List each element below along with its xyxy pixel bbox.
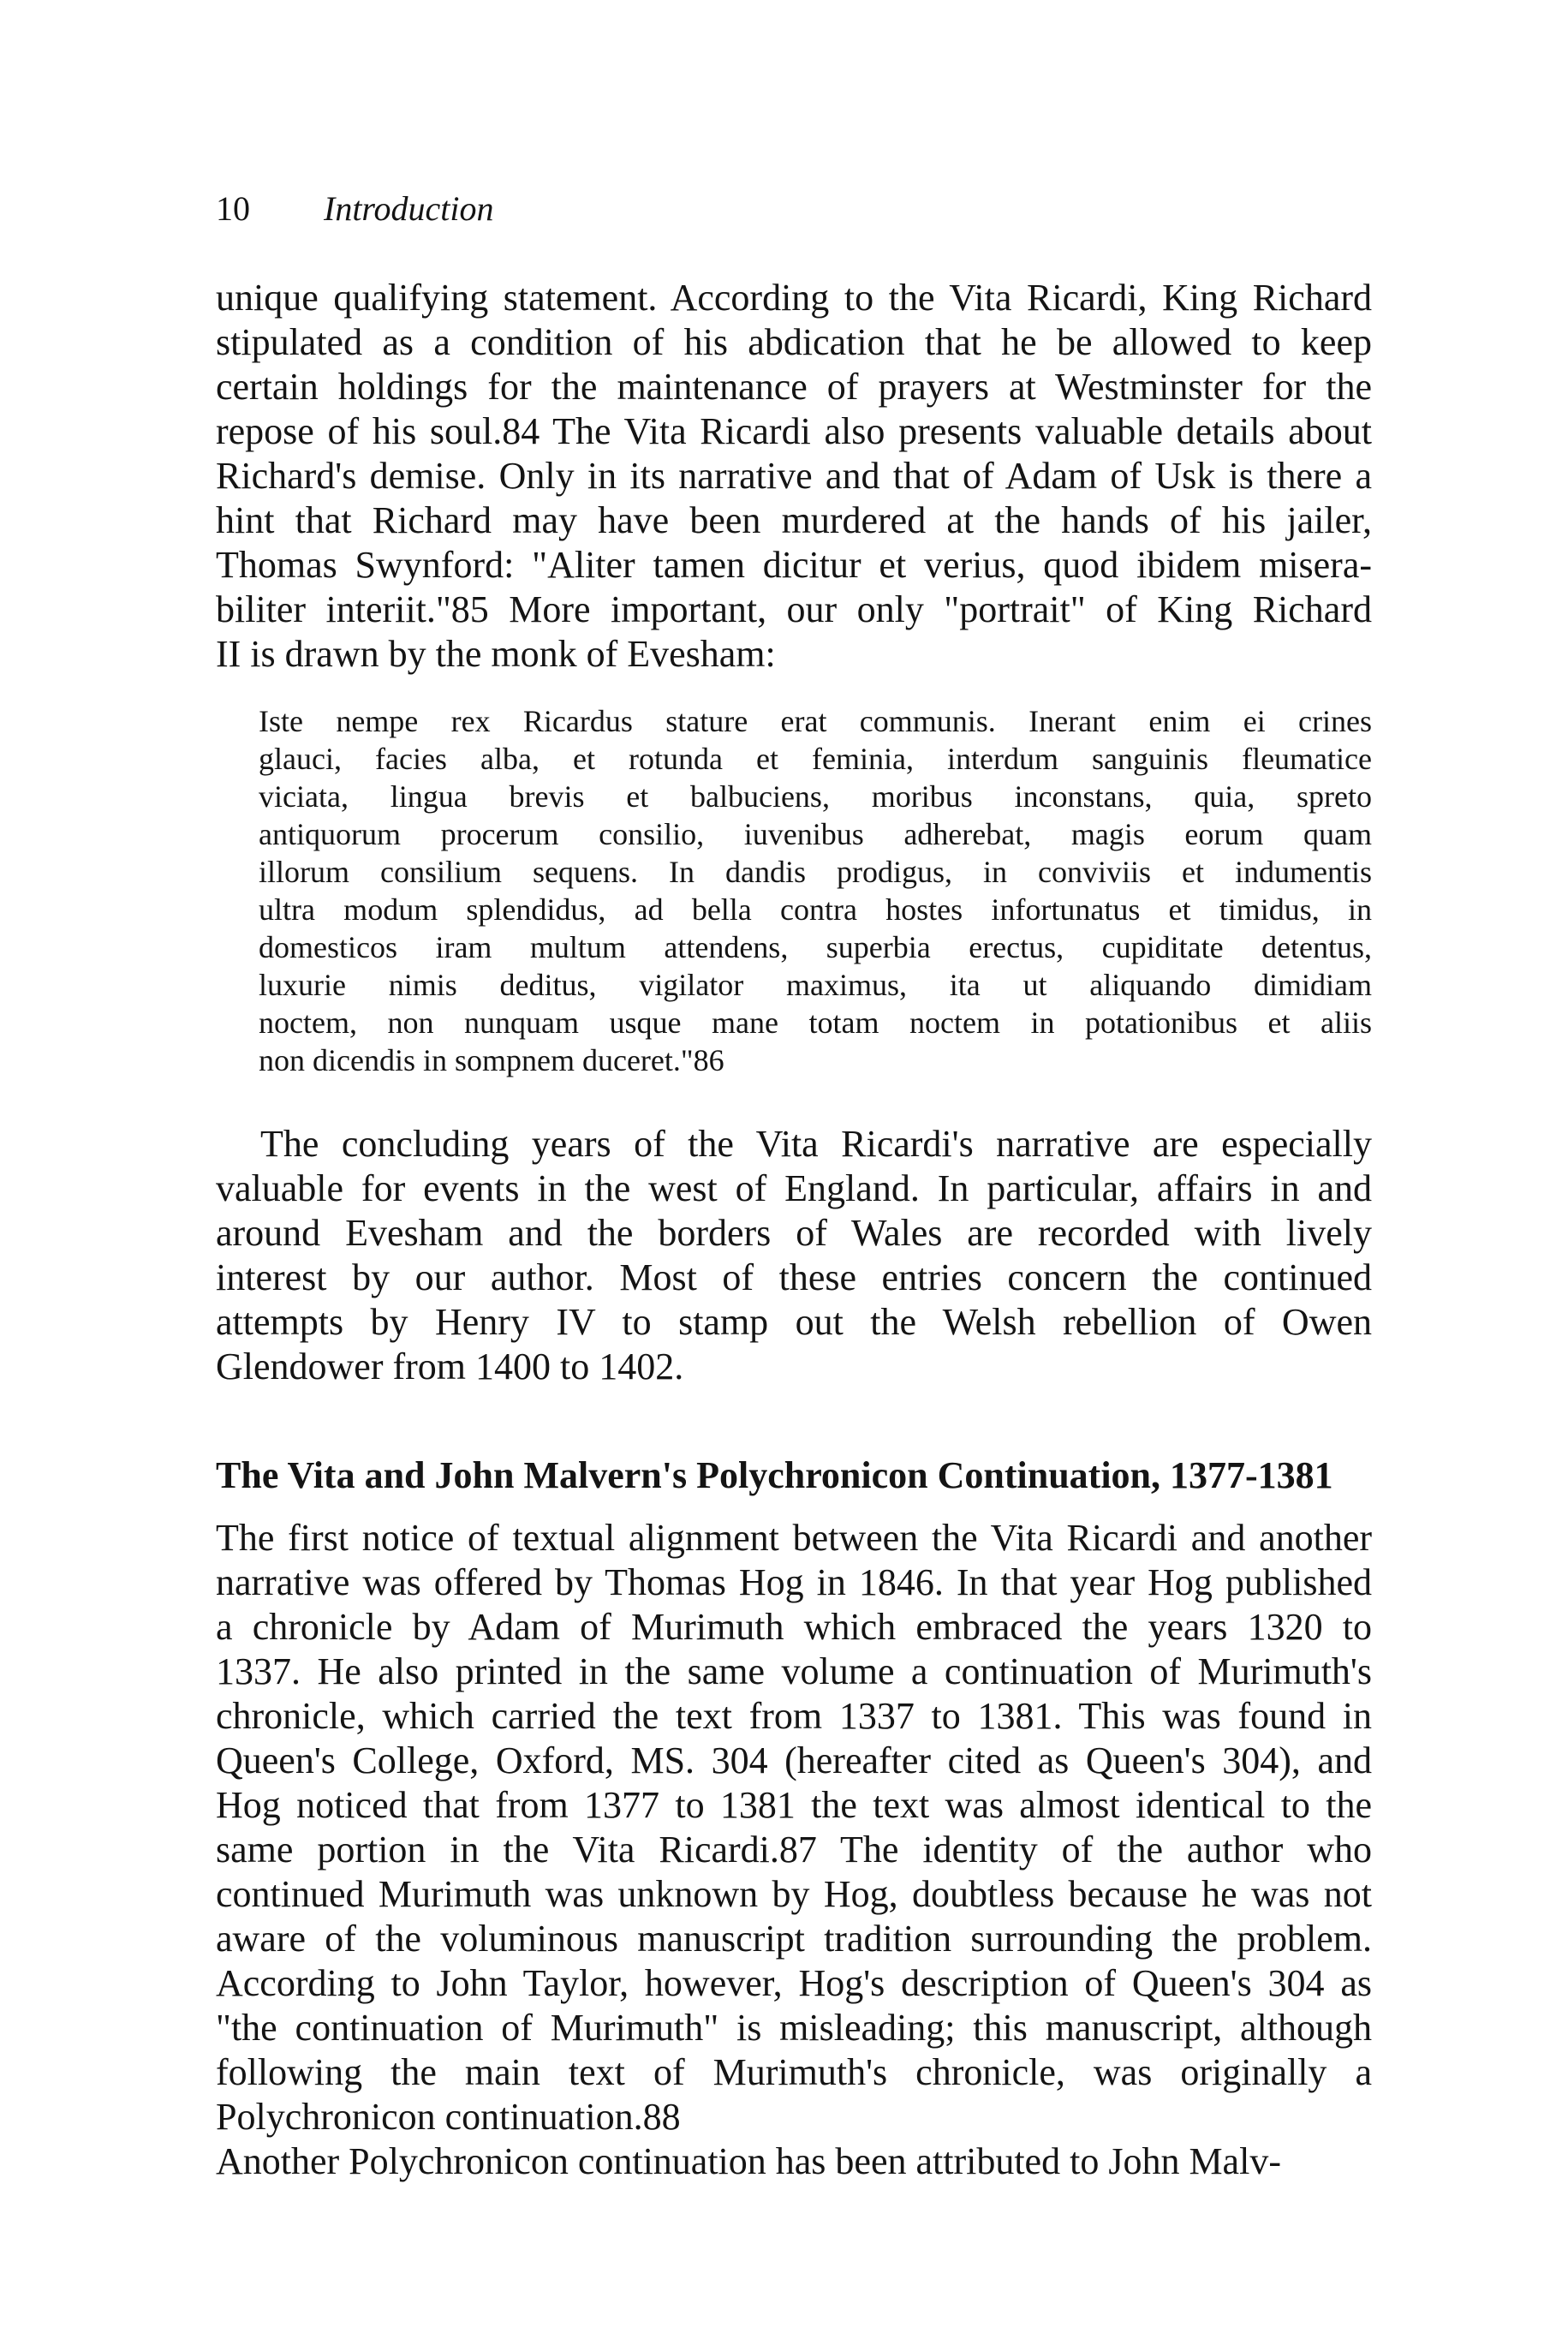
text-line: viciata, lingua brevis et balbuciens, moribus inconstans, quia, spreto bbox=[259, 779, 1372, 814]
text-line: attempts by Henry IV to stamp out the Welsh rebellion of Owen bbox=[216, 1301, 1372, 1343]
text-line: biliter interiit."85 More important, our only "portrait" of King Richard bbox=[216, 588, 1372, 630]
text-line: hint that Richard may have been murdered at the hands of his jailer, bbox=[216, 499, 1372, 541]
paragraph-1 bbox=[216, 276, 1372, 677]
text-line: Thomas Swynford: "Aliter tamen dicitur et verius, quod ibidem misera- bbox=[216, 544, 1372, 586]
paragraph-3 bbox=[216, 1516, 1372, 2139]
text-line: non dicendis in sompnem duceret."86 bbox=[259, 1043, 724, 1077]
running-title: Introduction bbox=[324, 189, 494, 228]
running-header bbox=[216, 188, 494, 229]
text-line: chronicle, which carried the text from 1337 to 1381. This was found in bbox=[216, 1695, 1372, 1737]
text-line: valuable for events in the west of England. In particular, affairs in and bbox=[216, 1167, 1372, 1209]
text-line: ultra modum splendidus, ad bella contra hostes infortunatus et timidus, in bbox=[259, 892, 1372, 927]
section-heading bbox=[216, 1453, 1372, 1498]
paragraph-4 bbox=[216, 2139, 1372, 2184]
heading-text: The Vita and John Malvern's Polychronicon Continuation, 1377-1381 bbox=[216, 1454, 1333, 1496]
text-line: repose of his soul.84 The Vita Ricardi also presents valuable details about bbox=[216, 410, 1372, 452]
text-line: Richard's demise. Only in its narrative and that of Adam of Usk is there a bbox=[216, 455, 1372, 497]
text-line: Glendower from 1400 to 1402. bbox=[216, 1345, 684, 1387]
page-number: 10 bbox=[216, 189, 250, 228]
text-line: "the continuation of Murimuth" is misleading; this manuscript, although bbox=[216, 2007, 1372, 2049]
text-line: illorum consilium sequens. In dandis prodigus, in conviviis et indumentis bbox=[259, 855, 1372, 889]
text-line: around Evesham and the borders of Wales are recorded with lively bbox=[216, 1212, 1372, 1254]
text-line: luxurie nimis deditus, vigilator maximus, ita ut aliquando dimidiam bbox=[259, 968, 1372, 1002]
text-line: The concluding years of the Vita Ricardi's narrative are especially bbox=[260, 1123, 1372, 1165]
text-line: unique qualifying statement. According to the Vita Ricardi, King Richard bbox=[216, 277, 1372, 319]
text-line: domesticos iram multum attendens, superbia erectus, cupiditate detentus, bbox=[259, 930, 1372, 964]
text-line: glauci, facies alba, et rotunda et feminia, interdum sanguinis fleumatice bbox=[259, 742, 1372, 776]
text-line: Queen's College, Oxford, MS. 304 (hereafter cited as Queen's 304), and bbox=[216, 1739, 1372, 1781]
paragraph-2 bbox=[216, 1122, 1372, 1389]
text-line: The first notice of textual alignment between the Vita Ricardi and another bbox=[216, 1517, 1372, 1559]
text-line: certain holdings for the maintenance of prayers at Westminster for the bbox=[216, 366, 1372, 408]
text-line: continued Murimuth was unknown by Hog, doubtless because he was not bbox=[216, 1873, 1372, 1915]
text-line: stipulated as a condition of his abdication that he be allowed to keep bbox=[216, 321, 1372, 363]
block-quote bbox=[259, 702, 1372, 1079]
text-line: Iste nempe rex Ricardus stature erat communis. Inerant enim ei crines bbox=[259, 704, 1372, 738]
text-line: II is drawn by the monk of Evesham: bbox=[216, 633, 776, 675]
text-line: Hog noticed that from 1377 to 1381 the text was almost identical to the bbox=[216, 1784, 1372, 1826]
text-line: According to John Taylor, however, Hog's description of Queen's 304 as bbox=[216, 1962, 1372, 2004]
text-line: antiquorum procerum consilio, iuvenibus adherebat, magis eorum quam bbox=[259, 817, 1372, 851]
text-line: a chronicle by Adam of Murimuth which embraced the years 1320 to bbox=[216, 1606, 1372, 1648]
text-line: interest by our author. Most of these entries concern the continued bbox=[216, 1256, 1372, 1298]
text-line: same portion in the Vita Ricardi.87 The identity of the author who bbox=[216, 1829, 1372, 1871]
text-line: following the main text of Murimuth's chronicle, was originally a bbox=[216, 2051, 1372, 2093]
text-line: noctem, non nunquam usque mane totam noctem in potationibus et aliis bbox=[259, 1005, 1372, 1040]
text-line: 1337. He also printed in the same volume a continuation of Murimuth's bbox=[216, 1650, 1372, 1692]
text-line: Another Polychronicon continuation has been attributed to John Malv- bbox=[216, 2140, 1281, 2182]
text-line: aware of the voluminous manuscript tradition surrounding the problem. bbox=[216, 1918, 1372, 1960]
text-line: Polychronicon continuation.88 bbox=[216, 2096, 681, 2138]
text-line: narrative was offered by Thomas Hog in 1846. In that year Hog published bbox=[216, 1561, 1372, 1603]
